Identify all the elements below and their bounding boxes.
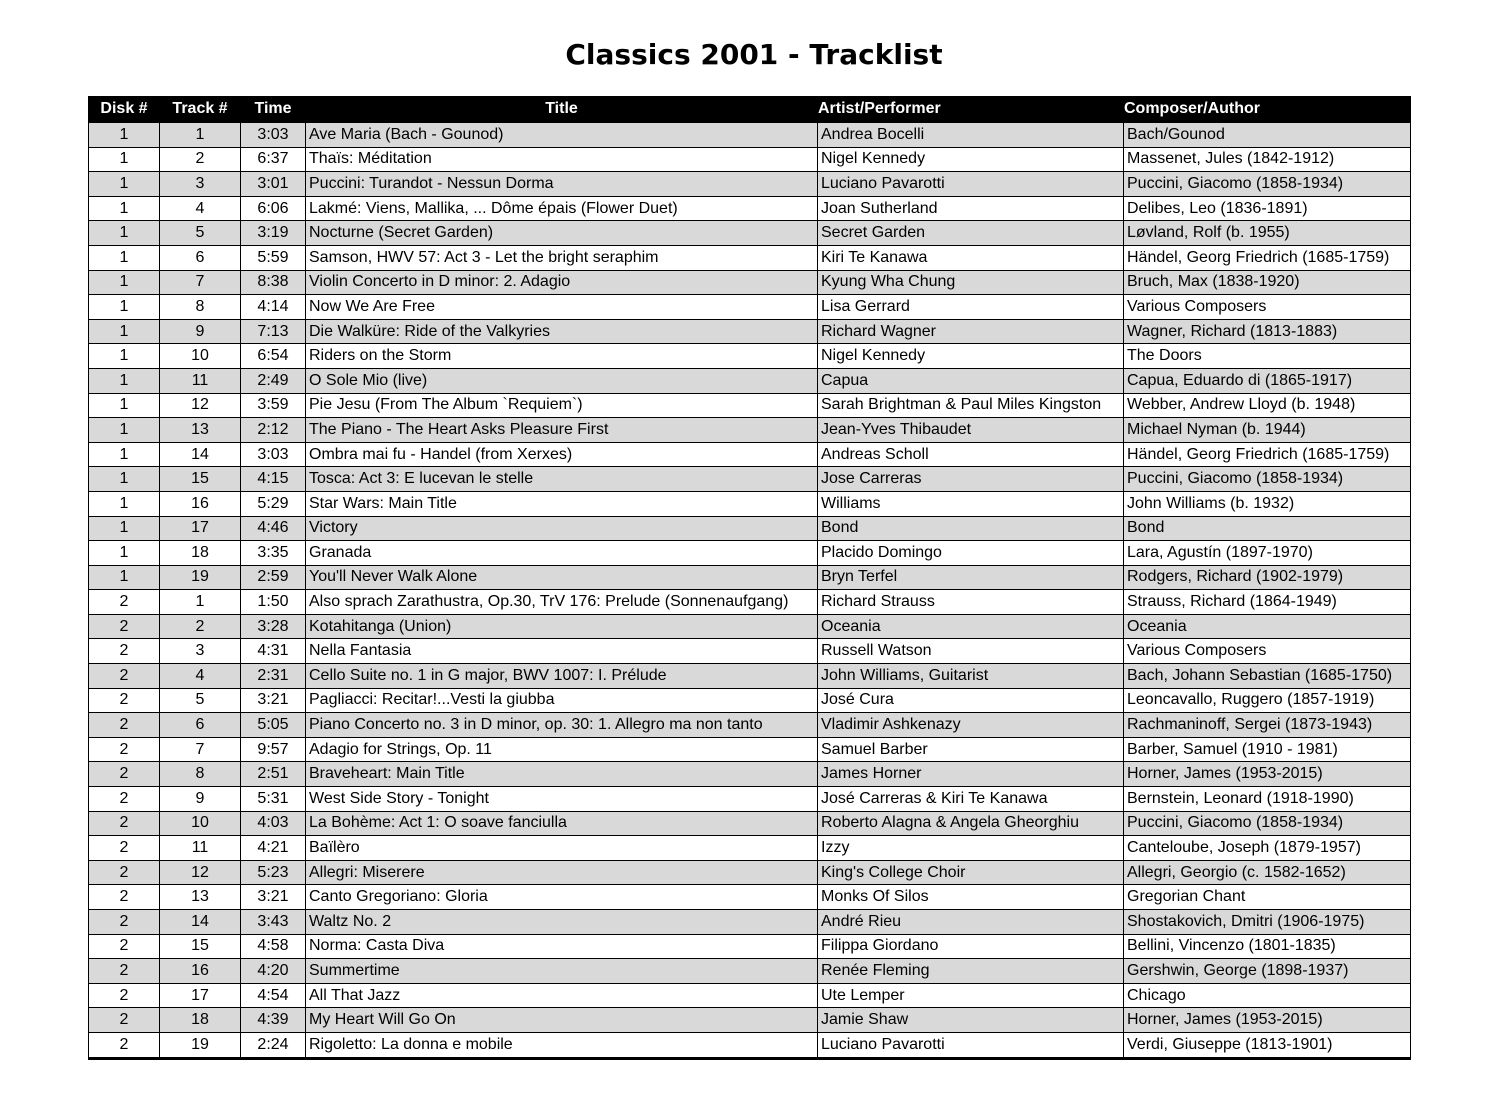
title-cell: Thaïs: Méditation <box>306 147 818 172</box>
disk-cell: 2 <box>89 614 160 639</box>
title-cell: West Side Story - Tonight <box>306 787 818 812</box>
title-cell: Adagio for Strings, Op. 11 <box>306 737 818 762</box>
table-row <box>89 639 1411 664</box>
time-cell: 5:59 <box>241 245 306 270</box>
artist-cell: Ute Lemper <box>818 983 1124 1008</box>
composer-cell: Webber, Andrew Lloyd (b. 1948) <box>1124 393 1411 418</box>
composer-cell: Oceania <box>1124 614 1411 639</box>
table-row <box>89 393 1411 418</box>
time-cell: 9:57 <box>241 737 306 762</box>
track-cell: 8 <box>160 762 241 787</box>
title-cell: Violin Concerto in D minor: 2. Adagio <box>306 270 818 295</box>
composer-cell: Gregorian Chant <box>1124 885 1411 910</box>
artist-cell: James Horner <box>818 762 1124 787</box>
composer-cell: Händel, Georg Friedrich (1685-1759) <box>1124 442 1411 467</box>
time-cell: 6:06 <box>241 196 306 221</box>
table-header-row <box>89 96 1411 123</box>
artist-cell: John Williams, Guitarist <box>818 664 1124 689</box>
artist-cell: Placido Domingo <box>818 541 1124 566</box>
disk-cell: 1 <box>89 516 160 541</box>
time-cell: 7:13 <box>241 319 306 344</box>
track-cell: 16 <box>160 491 241 516</box>
track-cell: 7 <box>160 270 241 295</box>
composer-cell: Michael Nyman (b. 1944) <box>1124 418 1411 443</box>
disk-cell: 2 <box>89 664 160 689</box>
composer-cell: Allegri, Georgio (c. 1582-1652) <box>1124 860 1411 885</box>
composer-cell: Bond <box>1124 516 1411 541</box>
artist-cell: Filippa Giordano <box>818 934 1124 959</box>
title-cell: Ave Maria (Bach - Gounod) <box>306 123 818 148</box>
title-cell: Granada <box>306 541 818 566</box>
column-header-time: Time <box>241 96 306 123</box>
time-cell: 5:23 <box>241 860 306 885</box>
disk-cell: 2 <box>89 811 160 836</box>
composer-cell: Various Composers <box>1124 639 1411 664</box>
track-cell: 14 <box>160 442 241 467</box>
track-cell: 6 <box>160 713 241 738</box>
track-cell: 15 <box>160 467 241 492</box>
table-row <box>89 295 1411 320</box>
table-row <box>89 614 1411 639</box>
title-cell: Ombra mai fu - Handel (from Xerxes) <box>306 442 818 467</box>
artist-cell: Luciano Pavarotti <box>818 172 1124 197</box>
title-cell: Kotahitanga (Union) <box>306 614 818 639</box>
disk-cell: 2 <box>89 639 160 664</box>
artist-cell: Bryn Terfel <box>818 565 1124 590</box>
disk-cell: 1 <box>89 196 160 221</box>
time-cell: 8:38 <box>241 270 306 295</box>
time-cell: 3:03 <box>241 123 306 148</box>
title-cell: Piano Concerto no. 3 in D minor, op. 30: 1. Allegro ma non tanto <box>306 713 818 738</box>
artist-cell: André Rieu <box>818 910 1124 935</box>
disk-cell: 1 <box>89 565 160 590</box>
artist-cell: Andrea Bocelli <box>818 123 1124 148</box>
track-cell: 17 <box>160 516 241 541</box>
disk-cell: 2 <box>89 1008 160 1033</box>
disk-cell: 2 <box>89 713 160 738</box>
title-cell: Also sprach Zarathustra, Op.30, TrV 176: Prelude (Sonnenaufgang) <box>306 590 818 615</box>
time-cell: 4:39 <box>241 1008 306 1033</box>
artist-cell: Luciano Pavarotti <box>818 1032 1124 1058</box>
table-row <box>89 270 1411 295</box>
time-cell: 4:54 <box>241 983 306 1008</box>
title-cell: You'll Never Walk Alone <box>306 565 818 590</box>
artist-cell: Kiri Te Kanawa <box>818 245 1124 270</box>
time-cell: 6:37 <box>241 147 306 172</box>
table-row <box>89 565 1411 590</box>
table-row <box>89 368 1411 393</box>
time-cell: 3:21 <box>241 688 306 713</box>
composer-cell: The Doors <box>1124 344 1411 369</box>
disk-cell: 1 <box>89 295 160 320</box>
title-cell: Die Walküre: Ride of the Valkyries <box>306 319 818 344</box>
composer-cell: Gershwin, George (1898-1937) <box>1124 959 1411 984</box>
disk-cell: 1 <box>89 123 160 148</box>
column-header-track: Track # <box>160 96 241 123</box>
table-row <box>89 737 1411 762</box>
track-cell: 2 <box>160 147 241 172</box>
disk-cell: 2 <box>89 885 160 910</box>
track-cell: 5 <box>160 688 241 713</box>
column-header-title: Title <box>306 96 818 123</box>
table-row <box>89 762 1411 787</box>
artist-cell: Williams <box>818 491 1124 516</box>
artist-cell: Andreas Scholl <box>818 442 1124 467</box>
track-cell: 14 <box>160 910 241 935</box>
disk-cell: 1 <box>89 393 160 418</box>
disk-cell: 1 <box>89 319 160 344</box>
track-cell: 13 <box>160 418 241 443</box>
disk-cell: 1 <box>89 221 160 246</box>
disk-cell: 2 <box>89 959 160 984</box>
artist-cell: Richard Wagner <box>818 319 1124 344</box>
artist-cell: Jose Carreras <box>818 467 1124 492</box>
title-cell: Nella Fantasia <box>306 639 818 664</box>
disk-cell: 2 <box>89 836 160 861</box>
disk-cell: 2 <box>89 688 160 713</box>
track-cell: 18 <box>160 541 241 566</box>
track-cell: 1 <box>160 123 241 148</box>
composer-cell: Barber, Samuel (1910 - 1981) <box>1124 737 1411 762</box>
composer-cell: Bernstein, Leonard (1918-1990) <box>1124 787 1411 812</box>
table-row <box>89 836 1411 861</box>
column-header-artist: Artist/Performer <box>818 96 1124 123</box>
time-cell: 4:03 <box>241 811 306 836</box>
artist-cell: Jamie Shaw <box>818 1008 1124 1033</box>
artist-cell: Kyung Wha Chung <box>818 270 1124 295</box>
title-cell: Lakmé: Viens, Mallika, ... Dôme épais (Flower Duet) <box>306 196 818 221</box>
artist-cell: Monks Of Silos <box>818 885 1124 910</box>
time-cell: 3:19 <box>241 221 306 246</box>
table-row <box>89 1032 1411 1058</box>
artist-cell: Renée Fleming <box>818 959 1124 984</box>
time-cell: 4:31 <box>241 639 306 664</box>
track-cell: 10 <box>160 344 241 369</box>
composer-cell: Puccini, Giacomo (1858-1934) <box>1124 467 1411 492</box>
composer-cell: Delibes, Leo (1836-1891) <box>1124 196 1411 221</box>
disk-cell: 2 <box>89 590 160 615</box>
composer-cell: Shostakovich, Dmitri (1906-1975) <box>1124 910 1411 935</box>
composer-cell: Bach/Gounod <box>1124 123 1411 148</box>
table-row <box>89 442 1411 467</box>
title-cell: Allegri: Miserere <box>306 860 818 885</box>
artist-cell: Russell Watson <box>818 639 1124 664</box>
title-cell: O Sole Mio (live) <box>306 368 818 393</box>
table-row <box>89 196 1411 221</box>
disk-cell: 1 <box>89 442 160 467</box>
composer-cell: Puccini, Giacomo (1858-1934) <box>1124 811 1411 836</box>
track-cell: 15 <box>160 934 241 959</box>
title-cell: Star Wars: Main Title <box>306 491 818 516</box>
time-cell: 5:29 <box>241 491 306 516</box>
tracklist-table <box>88 96 1411 1060</box>
table-row <box>89 319 1411 344</box>
disk-cell: 2 <box>89 983 160 1008</box>
disk-cell: 1 <box>89 344 160 369</box>
time-cell: 4:21 <box>241 836 306 861</box>
table-row <box>89 860 1411 885</box>
title-cell: The Piano - The Heart Asks Pleasure First <box>306 418 818 443</box>
disk-cell: 1 <box>89 147 160 172</box>
artist-cell: Roberto Alagna & Angela Gheorghiu <box>818 811 1124 836</box>
track-cell: 3 <box>160 639 241 664</box>
artist-cell: José Cura <box>818 688 1124 713</box>
table-row <box>89 664 1411 689</box>
table-row <box>89 491 1411 516</box>
composer-cell: Wagner, Richard (1813-1883) <box>1124 319 1411 344</box>
time-cell: 4:20 <box>241 959 306 984</box>
composer-cell: Bellini, Vincenzo (1801-1835) <box>1124 934 1411 959</box>
disk-cell: 2 <box>89 910 160 935</box>
composer-cell: Canteloube, Joseph (1879-1957) <box>1124 836 1411 861</box>
composer-cell: Bruch, Max (1838-1920) <box>1124 270 1411 295</box>
table-row <box>89 123 1411 148</box>
track-cell: 19 <box>160 565 241 590</box>
composer-cell: Horner, James (1953-2015) <box>1124 762 1411 787</box>
time-cell: 3:28 <box>241 614 306 639</box>
artist-cell: Bond <box>818 516 1124 541</box>
artist-cell: Lisa Gerrard <box>818 295 1124 320</box>
page-title: Classics 2001 - Tracklist <box>565 38 943 71</box>
artist-cell: Joan Sutherland <box>818 196 1124 221</box>
time-cell: 2:24 <box>241 1032 306 1058</box>
composer-cell: Horner, James (1953-2015) <box>1124 1008 1411 1033</box>
artist-cell: Nigel Kennedy <box>818 147 1124 172</box>
table-row <box>89 934 1411 959</box>
time-cell: 4:14 <box>241 295 306 320</box>
artist-cell: Sarah Brightman & Paul Miles Kingston <box>818 393 1124 418</box>
artist-cell: Vladimir Ashkenazy <box>818 713 1124 738</box>
time-cell: 3:43 <box>241 910 306 935</box>
title-cell: Victory <box>306 516 818 541</box>
composer-cell: Rachmaninoff, Sergei (1873-1943) <box>1124 713 1411 738</box>
artist-cell: King's College Choir <box>818 860 1124 885</box>
track-cell: 12 <box>160 393 241 418</box>
time-cell: 6:54 <box>241 344 306 369</box>
table-row <box>89 147 1411 172</box>
disk-cell: 2 <box>89 1032 160 1058</box>
disk-cell: 1 <box>89 172 160 197</box>
time-cell: 5:31 <box>241 787 306 812</box>
table-row <box>89 910 1411 935</box>
time-cell: 2:59 <box>241 565 306 590</box>
track-cell: 3 <box>160 172 241 197</box>
composer-cell: Strauss, Richard (1864-1949) <box>1124 590 1411 615</box>
title-cell: All That Jazz <box>306 983 818 1008</box>
composer-cell: Various Composers <box>1124 295 1411 320</box>
composer-cell: Chicago <box>1124 983 1411 1008</box>
disk-cell: 2 <box>89 860 160 885</box>
time-cell: 3:35 <box>241 541 306 566</box>
artist-cell: Secret Garden <box>818 221 1124 246</box>
track-cell: 19 <box>160 1032 241 1058</box>
composer-cell: John Williams (b. 1932) <box>1124 491 1411 516</box>
column-header-composer: Composer/Author <box>1124 96 1411 123</box>
table-row <box>89 713 1411 738</box>
disk-cell: 2 <box>89 762 160 787</box>
time-cell: 4:15 <box>241 467 306 492</box>
disk-cell: 1 <box>89 467 160 492</box>
title-cell: Rigoletto: La donna e mobile <box>306 1032 818 1058</box>
track-cell: 11 <box>160 368 241 393</box>
table-row <box>89 787 1411 812</box>
table-row <box>89 221 1411 246</box>
table-row <box>89 245 1411 270</box>
time-cell: 2:12 <box>241 418 306 443</box>
composer-cell: Verdi, Giuseppe (1813-1901) <box>1124 1032 1411 1058</box>
artist-cell: Oceania <box>818 614 1124 639</box>
track-cell: 11 <box>160 836 241 861</box>
track-cell: 13 <box>160 885 241 910</box>
track-cell: 7 <box>160 737 241 762</box>
disk-cell: 1 <box>89 368 160 393</box>
table-row <box>89 885 1411 910</box>
disk-cell: 2 <box>89 787 160 812</box>
table-row <box>89 541 1411 566</box>
disk-cell: 1 <box>89 418 160 443</box>
composer-cell: Bach, Johann Sebastian (1685-1750) <box>1124 664 1411 689</box>
title-cell: Baïlèro <box>306 836 818 861</box>
composer-cell: Puccini, Giacomo (1858-1934) <box>1124 172 1411 197</box>
track-cell: 8 <box>160 295 241 320</box>
title-cell: Pie Jesu (From The Album `Requiem`) <box>306 393 818 418</box>
track-cell: 6 <box>160 245 241 270</box>
title-cell: Now We Are Free <box>306 295 818 320</box>
artist-cell: Jean-Yves Thibaudet <box>818 418 1124 443</box>
time-cell: 5:05 <box>241 713 306 738</box>
composer-cell: Capua, Eduardo di (1865-1917) <box>1124 368 1411 393</box>
table-row <box>89 688 1411 713</box>
title-cell: Riders on the Storm <box>306 344 818 369</box>
title-cell: Summertime <box>306 959 818 984</box>
composer-cell: Rodgers, Richard (1902-1979) <box>1124 565 1411 590</box>
table-row <box>89 811 1411 836</box>
composer-cell: Leoncavallo, Ruggero (1857-1919) <box>1124 688 1411 713</box>
artist-cell: Samuel Barber <box>818 737 1124 762</box>
track-cell: 4 <box>160 196 241 221</box>
table-row <box>89 418 1411 443</box>
track-cell: 5 <box>160 221 241 246</box>
time-cell: 2:31 <box>241 664 306 689</box>
artist-cell: José Carreras & Kiri Te Kanawa <box>818 787 1124 812</box>
track-cell: 12 <box>160 860 241 885</box>
time-cell: 3:03 <box>241 442 306 467</box>
track-cell: 17 <box>160 983 241 1008</box>
table-row <box>89 516 1411 541</box>
time-cell: 2:49 <box>241 368 306 393</box>
track-cell: 16 <box>160 959 241 984</box>
table-row <box>89 467 1411 492</box>
table-row <box>89 1008 1411 1033</box>
title-cell: My Heart Will Go On <box>306 1008 818 1033</box>
time-cell: 3:01 <box>241 172 306 197</box>
time-cell: 1:50 <box>241 590 306 615</box>
table-row <box>89 344 1411 369</box>
time-cell: 3:21 <box>241 885 306 910</box>
table-row <box>89 983 1411 1008</box>
disk-cell: 1 <box>89 491 160 516</box>
disk-cell: 1 <box>89 541 160 566</box>
artist-cell: Nigel Kennedy <box>818 344 1124 369</box>
track-cell: 9 <box>160 787 241 812</box>
track-cell: 4 <box>160 664 241 689</box>
title-cell: Tosca: Act 3: E lucevan le stelle <box>306 467 818 492</box>
table-row <box>89 959 1411 984</box>
track-cell: 10 <box>160 811 241 836</box>
artist-cell: Capua <box>818 368 1124 393</box>
time-cell: 4:46 <box>241 516 306 541</box>
time-cell: 4:58 <box>241 934 306 959</box>
disk-cell: 2 <box>89 934 160 959</box>
title-cell: La Bohème: Act 1: O soave fanciulla <box>306 811 818 836</box>
disk-cell: 1 <box>89 270 160 295</box>
composer-cell: Løvland, Rolf (b. 1955) <box>1124 221 1411 246</box>
title-cell: Braveheart: Main Title <box>306 762 818 787</box>
composer-cell: Lara, Agustín (1897-1970) <box>1124 541 1411 566</box>
track-cell: 2 <box>160 614 241 639</box>
composer-cell: Händel, Georg Friedrich (1685-1759) <box>1124 245 1411 270</box>
track-cell: 1 <box>160 590 241 615</box>
time-cell: 2:51 <box>241 762 306 787</box>
disk-cell: 2 <box>89 737 160 762</box>
title-cell: Pagliacci: Recitar!...Vesti la giubba <box>306 688 818 713</box>
title-cell: Cello Suite no. 1 in G major, BWV 1007: I. Prélude <box>306 664 818 689</box>
track-cell: 18 <box>160 1008 241 1033</box>
table-row <box>89 590 1411 615</box>
disk-cell: 1 <box>89 245 160 270</box>
composer-cell: Massenet, Jules (1842-1912) <box>1124 147 1411 172</box>
title-cell: Puccini: Turandot - Nessun Dorma <box>306 172 818 197</box>
title-cell: Nocturne (Secret Garden) <box>306 221 818 246</box>
title-cell: Samson, HWV 57: Act 3 - Let the bright seraphim <box>306 245 818 270</box>
title-cell: Waltz No. 2 <box>306 910 818 935</box>
artist-cell: Izzy <box>818 836 1124 861</box>
artist-cell: Richard Strauss <box>818 590 1124 615</box>
track-cell: 9 <box>160 319 241 344</box>
title-cell: Norma: Casta Diva <box>306 934 818 959</box>
table-body <box>89 123 1411 1059</box>
title-cell: Canto Gregoriano: Gloria <box>306 885 818 910</box>
time-cell: 3:59 <box>241 393 306 418</box>
table-row <box>89 172 1411 197</box>
column-header-disk: Disk # <box>89 96 160 123</box>
